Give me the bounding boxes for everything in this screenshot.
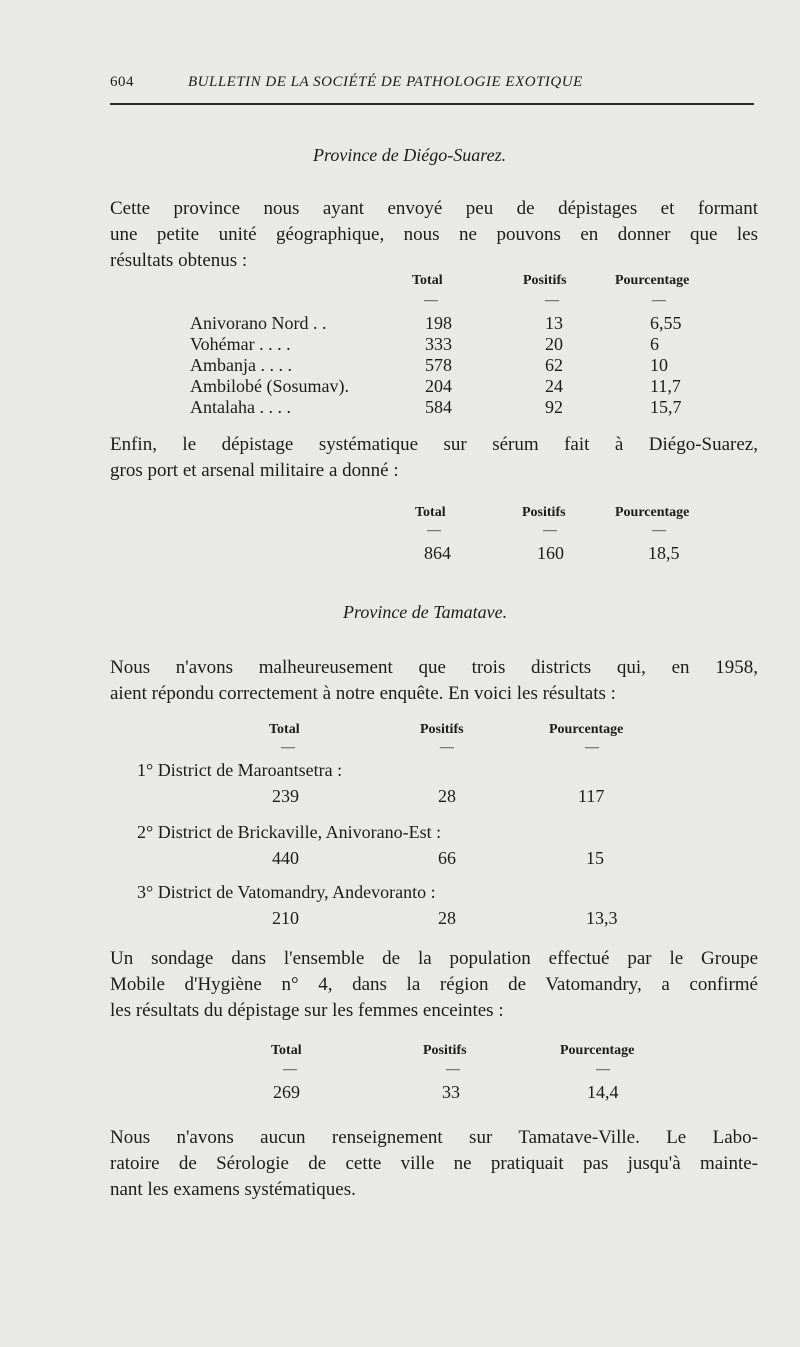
district-label: 3° District de Vatomandry, Andevoranto :: [137, 882, 436, 902]
paragraph-line: aient répondu correctement à notre enquête. En voici les résultats :: [110, 683, 616, 704]
paragraph-line: Nous n'avons aucun renseignement sur Tamatave-Ville. Le Labo-: [110, 1127, 758, 1148]
sondage-total: 269: [273, 1082, 300, 1102]
column-header-pourcentage: Pourcentage: [549, 722, 624, 737]
column-dash: —: [596, 1062, 610, 1077]
serum-positifs: 160: [537, 543, 564, 563]
district-label: 1° District de Maroantsetra :: [137, 760, 343, 780]
table-row-label: Ambilobé (Sosumav).: [190, 376, 349, 396]
table-cell-positifs: 28: [438, 908, 456, 928]
table-row-label: Antalaha . . . .: [190, 397, 291, 417]
column-header-total: Total: [269, 722, 300, 737]
paragraph-line: Cette province nous ayant envoyé peu de dépistages et formant: [110, 198, 758, 219]
column-dash: —: [440, 740, 454, 755]
column-header-positifs: Positifs: [523, 273, 567, 288]
closing-paragraph: [110, 1125, 758, 1203]
column-header-total: Total: [415, 505, 446, 520]
district-label: 2° District de Brickaville, Anivorano-Est :: [137, 822, 442, 842]
paragraph-line: Un sondage dans l'ensemble de la population effectué par le Groupe: [110, 948, 758, 969]
table-row-label: Ambanja . . . .: [190, 355, 292, 375]
table-cell-total: 584: [425, 397, 452, 417]
paragraph-line: résultats obtenus :: [110, 250, 248, 271]
column-header-pourcentage: Pourcentage: [615, 273, 690, 288]
paragraph-line: Mobile d'Hygiène n° 4, dans la région de Vatomandry, a confirmé: [110, 974, 758, 995]
serum-pourcentage: 18,5: [648, 543, 680, 563]
section-heading-diego-suarez: Province de Diégo-Suarez.: [313, 145, 507, 165]
serum-total: 864: [424, 543, 451, 563]
column-dash: —: [446, 1062, 460, 1077]
paragraph-line: Nous n'avons malheureusement que trois districts qui, en 1958,: [110, 657, 758, 678]
paragraph-line: gros port et arsenal militaire a donné :: [110, 460, 399, 481]
column-header-total: Total: [271, 1043, 302, 1058]
table-row-label: Anivorano Nord . .: [190, 313, 327, 333]
column-header-positifs: Positifs: [522, 505, 566, 520]
paragraph-line: une petite unité géographique, nous ne pouvons en donner que les: [110, 224, 758, 245]
table-cell-positifs: 62: [545, 355, 563, 375]
table-cell-total: 210: [272, 908, 299, 928]
column-dash: —: [283, 1062, 297, 1077]
column-dash: —: [424, 293, 438, 308]
table-cell-pourcentage: 11,7: [650, 376, 681, 396]
table-cell-positifs: 28: [438, 786, 456, 806]
header-rule: [110, 103, 754, 105]
paragraph-line: nant les examens systématiques.: [110, 1179, 356, 1200]
table-cell-total: 578: [425, 355, 452, 375]
paragraph-line: Enfin, le dépistage systématique sur sérum fait à Diégo-Suarez,: [110, 434, 758, 455]
column-dash: —: [543, 523, 557, 538]
column-header-total: Total: [412, 273, 443, 288]
column-dash: —: [652, 523, 666, 538]
table-row-label: Vohémar . . . .: [190, 334, 291, 354]
table-cell-total: 333: [425, 334, 452, 354]
table-cell-positifs: 92: [545, 397, 563, 417]
sondage-pourcentage: 14,4: [587, 1082, 619, 1102]
page-number: 604: [110, 74, 134, 90]
table-cell-positifs: 13: [545, 313, 563, 333]
table-cell-pourcentage: 13,3: [586, 908, 618, 928]
table-cell-pourcentage: 15: [586, 848, 604, 868]
table-cell-total: 239: [272, 786, 299, 806]
table-cell-total: 204: [425, 376, 452, 396]
column-dash: —: [281, 740, 295, 755]
paragraph-line: les résultats du dépistage sur les femmes enceintes :: [110, 1000, 504, 1021]
column-dash: —: [652, 293, 666, 308]
serum-paragraph: [110, 432, 758, 484]
table-cell-pourcentage: 6: [650, 334, 659, 354]
section-heading-tamatave: Province de Tamatave.: [343, 602, 508, 622]
intro-paragraph-tamatave: [110, 655, 758, 707]
column-header-pourcentage: Pourcentage: [560, 1043, 635, 1058]
sondage-paragraph: [110, 946, 758, 1024]
intro-paragraph-diego: [110, 196, 758, 274]
table-cell-pourcentage: 6,55: [650, 313, 682, 333]
table-cell-positifs: 20: [545, 334, 563, 354]
table-cell-total: 440: [272, 848, 299, 868]
table-cell-pourcentage: 117: [578, 786, 605, 806]
column-dash: —: [585, 740, 599, 755]
column-header-pourcentage: Pourcentage: [615, 505, 690, 520]
paragraph-line: ratoire de Sérologie de cette ville ne pratiquait pas jusqu'à mainte-: [110, 1153, 758, 1174]
sondage-positifs: 33: [442, 1082, 460, 1102]
table-cell-positifs: 66: [438, 848, 456, 868]
column-header-positifs: Positifs: [420, 722, 464, 737]
column-dash: —: [545, 293, 559, 308]
table-cell-pourcentage: 10: [650, 355, 668, 375]
journal-title: BULLETIN DE LA SOCIÉTÉ DE PATHOLOGIE EXOTIQUE: [188, 74, 583, 90]
table-cell-positifs: 24: [545, 376, 563, 396]
table-cell-total: 198: [425, 313, 452, 333]
running-header: [110, 74, 583, 91]
column-header-positifs: Positifs: [423, 1043, 467, 1058]
column-dash: —: [427, 523, 441, 538]
table-cell-pourcentage: 15,7: [650, 397, 682, 417]
